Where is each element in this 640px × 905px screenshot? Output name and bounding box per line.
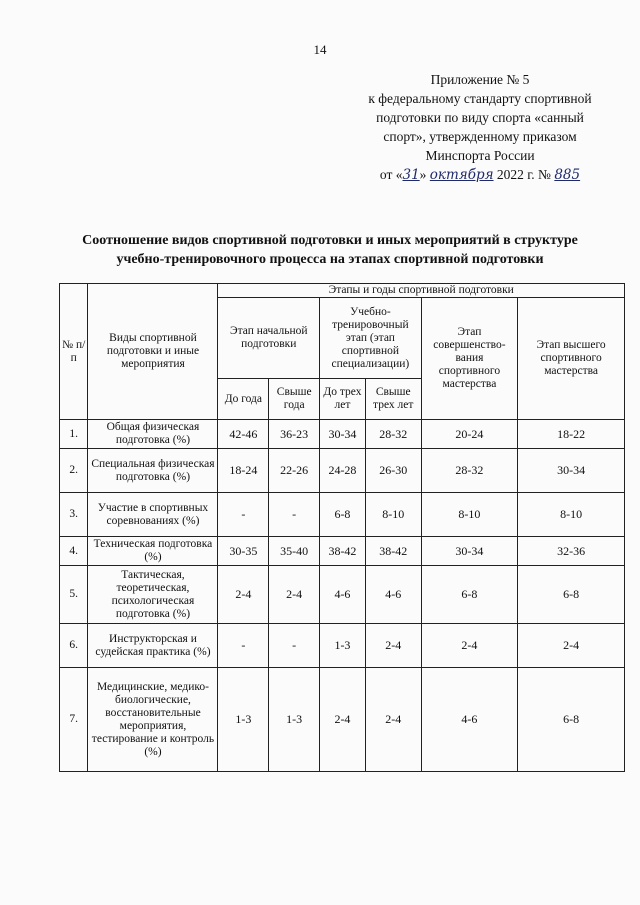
cell-value: 18-24 xyxy=(218,449,269,493)
row-number: 4. xyxy=(60,537,88,566)
cell-value: 2-4 xyxy=(218,566,269,624)
row-kind: Тактическая, теоретическая, психологическая подготовка (%) xyxy=(88,566,218,624)
row-kind: Участие в спортивных соревнованиях (%) xyxy=(88,493,218,537)
cell-value: 4-6 xyxy=(320,566,366,624)
header-up-to-year: До года xyxy=(218,379,269,420)
cell-value: 24-28 xyxy=(320,449,366,493)
row-kind: Специальная физическая подготовка (%) xyxy=(88,449,218,493)
document-title xyxy=(40,231,620,269)
cell-value: 42-46 xyxy=(218,420,269,449)
cell-value: 2-4 xyxy=(269,566,320,624)
row-kind: Техническая подготовка (%) xyxy=(88,537,218,566)
row-number: 7. xyxy=(60,668,88,772)
order-date-line xyxy=(350,165,610,185)
cell-value: 30-35 xyxy=(218,537,269,566)
page-number: 14 xyxy=(313,42,327,57)
row-number: 6. xyxy=(60,624,88,668)
table-row xyxy=(60,537,625,566)
table-row xyxy=(60,566,625,624)
cell-value: 28-32 xyxy=(421,449,518,493)
cell-value: 35-40 xyxy=(269,537,320,566)
cell-value: 1-3 xyxy=(269,668,320,772)
cell-value: 4-6 xyxy=(365,566,421,624)
header-improvement-stage: Этап совершенство-вания спортивного мастерства xyxy=(421,298,518,420)
cell-value: 4-6 xyxy=(421,668,518,772)
cell-value: - xyxy=(269,624,320,668)
cell-value: 6-8 xyxy=(518,668,625,772)
row-kind: Медицинские, медико-биологические, восстановительные мероприятия, тестирование и контроль (%) xyxy=(88,668,218,772)
cell-value: 6-8 xyxy=(320,493,366,537)
date-year: 2022 г. № xyxy=(493,167,555,182)
annex-line-4: Минспорта России xyxy=(425,148,535,163)
annex-line-2: подготовки по виду спорта «санный xyxy=(376,110,584,125)
header-num: № п/п xyxy=(60,284,88,420)
annex-title: Приложение № 5 xyxy=(430,72,530,87)
header-row-top xyxy=(60,284,625,298)
cell-value: 30-34 xyxy=(421,537,518,566)
cell-value: 20-24 xyxy=(421,420,518,449)
cell-value: 18-22 xyxy=(518,420,625,449)
handwritten-day: 31 xyxy=(402,167,420,183)
cell-value: 22-26 xyxy=(269,449,320,493)
header-stages: Этапы и годы спортивной подготовки xyxy=(218,284,625,298)
row-kind: Общая физическая подготовка (%) xyxy=(88,420,218,449)
cell-value: 8-10 xyxy=(421,493,518,537)
header-higher-stage: Этап высшего спортивного мастерства xyxy=(518,298,625,420)
row-number: 2. xyxy=(60,449,88,493)
date-prefix: от « xyxy=(379,167,403,182)
cell-value: 26-30 xyxy=(365,449,421,493)
cell-value: 1-3 xyxy=(218,668,269,772)
cell-value: 2-4 xyxy=(320,668,366,772)
cell-value: 2-4 xyxy=(518,624,625,668)
handwritten-order-number: 885 xyxy=(554,167,581,183)
annex-line-1: к федеральному стандарту спортивной xyxy=(368,91,592,106)
cell-value: 6-8 xyxy=(518,566,625,624)
training-ratio-table xyxy=(59,283,625,772)
annex-line-3: спорт», утвержденному приказом xyxy=(383,129,577,144)
header-training-stage: Учебно-тренировочный этап (этап спортивной специализации) xyxy=(320,298,422,379)
cell-value: 2-4 xyxy=(365,668,421,772)
cell-value: - xyxy=(218,624,269,668)
cell-value: 32-36 xyxy=(518,537,625,566)
cell-value: 8-10 xyxy=(365,493,421,537)
table-row xyxy=(60,420,625,449)
title-line-1: Соотношение видов спортивной подготовки и иных мероприятий в структуре xyxy=(82,233,578,248)
header-up-to-three: До трех лет xyxy=(320,379,366,420)
row-number: 1. xyxy=(60,420,88,449)
header-kind: Виды спортивной подготовки и иные мероприятия xyxy=(88,284,218,420)
header-over-year: Свыше года xyxy=(269,379,320,420)
cell-value: 2-4 xyxy=(365,624,421,668)
cell-value: 1-3 xyxy=(320,624,366,668)
row-number: 5. xyxy=(60,566,88,624)
table-row xyxy=(60,493,625,537)
cell-value: 36-23 xyxy=(269,420,320,449)
cell-value: 38-42 xyxy=(320,537,366,566)
table-row xyxy=(60,624,625,668)
annex-block xyxy=(350,70,610,185)
cell-value: - xyxy=(218,493,269,537)
date-mid: » xyxy=(419,167,430,182)
cell-value: 30-34 xyxy=(320,420,366,449)
cell-value: - xyxy=(269,493,320,537)
cell-value: 30-34 xyxy=(518,449,625,493)
cell-value: 8-10 xyxy=(518,493,625,537)
header-over-three: Свыше трех лет xyxy=(365,379,421,420)
row-kind: Инструкторская и судейская практика (%) xyxy=(88,624,218,668)
title-line-2: учебно-тренировочного процесса на этапах спортивной подготовки xyxy=(116,252,544,267)
row-number: 3. xyxy=(60,493,88,537)
header-initial-stage: Этап начальной подготовки xyxy=(218,298,320,379)
table-row xyxy=(60,668,625,772)
cell-value: 2-4 xyxy=(421,624,518,668)
cell-value: 6-8 xyxy=(421,566,518,624)
cell-value: 38-42 xyxy=(365,537,421,566)
table-row xyxy=(60,449,625,493)
handwritten-month: октября xyxy=(429,167,494,183)
cell-value: 28-32 xyxy=(365,420,421,449)
